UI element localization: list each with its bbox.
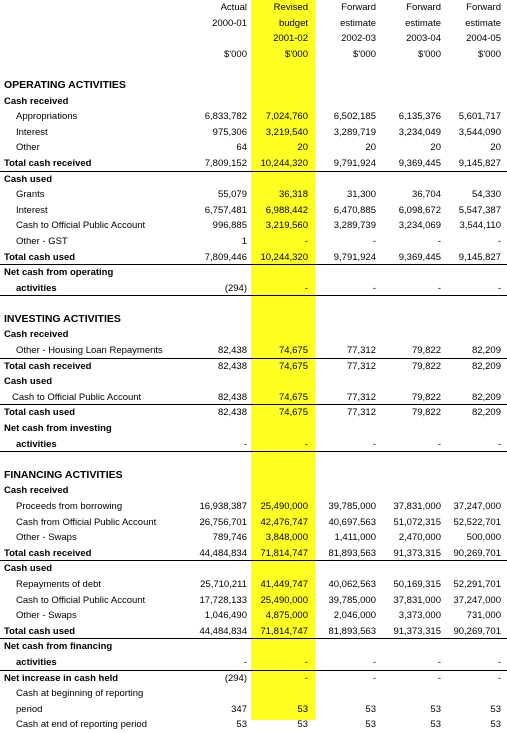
value-cell: 7,024,760 xyxy=(265,111,308,123)
value-cell: 7,809,152 xyxy=(204,157,247,169)
value-cell: - xyxy=(372,282,376,294)
value-cell: 54,330 xyxy=(471,189,501,201)
value-cell: - xyxy=(437,235,441,247)
table-row xyxy=(0,530,507,546)
row-label: Cash at end of reporting period xyxy=(16,719,147,731)
row-label: Appropriations xyxy=(16,111,78,123)
table-row xyxy=(0,624,507,640)
value-cell: 37,247,000 xyxy=(453,501,501,512)
value-cell: - xyxy=(304,672,308,684)
row-label: period xyxy=(16,703,43,715)
table-row xyxy=(0,265,507,281)
value-cell: 82,438 xyxy=(217,360,247,372)
value-cell: 36,318 xyxy=(278,189,308,201)
value-cell: 3,848,000 xyxy=(265,532,308,544)
value-cell: 5,601,717 xyxy=(458,111,501,123)
header-cell: budget xyxy=(278,17,308,29)
table-row xyxy=(0,78,507,94)
value-cell: - xyxy=(497,282,501,294)
value-cell: 53 xyxy=(490,703,501,715)
value-cell: 53 xyxy=(430,703,441,715)
value-cell: 64 xyxy=(236,142,247,154)
spacer-row xyxy=(0,296,507,312)
value-cell: 52,291,701 xyxy=(453,578,501,590)
table-row xyxy=(0,234,507,250)
value-cell: 2,470,000 xyxy=(398,532,441,544)
value-cell: 90,269,701 xyxy=(453,547,501,559)
value-cell: 41,449,747 xyxy=(260,578,308,590)
value-cell: 53 xyxy=(236,719,247,731)
value-cell: 6,470,885 xyxy=(333,204,376,216)
header-cell: estimate xyxy=(340,17,376,29)
table-row xyxy=(0,546,507,562)
spacer-row xyxy=(0,62,507,78)
row-label: FINANCING ACTIVITIES xyxy=(4,468,123,481)
row-label: Repayments of debt xyxy=(16,578,102,590)
row-label: activities xyxy=(16,282,57,294)
row-label: Total cash used xyxy=(4,407,76,419)
value-cell: 53 xyxy=(430,719,441,731)
value-cell: 6,757,481 xyxy=(204,204,247,216)
header-cell: 2001-02 xyxy=(273,33,308,45)
value-cell: 9,369,445 xyxy=(398,157,441,169)
row-label: Cash to Official Public Account xyxy=(16,594,146,606)
row-label: Net cash from operating xyxy=(4,267,114,279)
value-cell: - xyxy=(243,656,247,668)
units-cell: $'000 xyxy=(285,48,308,60)
header-row-2 xyxy=(0,16,507,32)
row-label: Total cash used xyxy=(4,625,76,637)
table-row xyxy=(0,109,507,125)
value-cell: 74,675 xyxy=(278,360,308,372)
table-row xyxy=(0,686,507,702)
value-cell: 975,306 xyxy=(212,126,247,138)
value-cell: 25,490,000 xyxy=(260,594,308,606)
value-cell: 31,300 xyxy=(346,189,376,201)
value-cell: - xyxy=(243,438,247,450)
table-row xyxy=(0,437,507,453)
table-row xyxy=(0,655,507,671)
table-row xyxy=(0,312,507,328)
value-cell: 81,893,563 xyxy=(328,547,376,559)
value-cell: 51,072,315 xyxy=(393,516,441,528)
header-cell: 2000-01 xyxy=(212,17,247,29)
value-cell: 6,502,185 xyxy=(333,111,376,123)
value-cell: 82,209 xyxy=(471,360,501,372)
value-cell: 82,209 xyxy=(471,391,501,403)
value-cell: 53 xyxy=(365,719,376,731)
value-cell: 82,438 xyxy=(217,391,247,403)
row-label: Net increase in cash held xyxy=(4,672,119,684)
value-cell: 77,312 xyxy=(346,391,376,403)
table-row xyxy=(0,405,507,421)
value-cell: 10,244,320 xyxy=(260,157,308,169)
row-label: Interest xyxy=(16,204,48,216)
header-cell: 2003-04 xyxy=(406,33,441,45)
value-cell: 3,544,110 xyxy=(459,220,501,232)
value-cell: 74,675 xyxy=(278,407,308,419)
value-cell: - xyxy=(497,438,501,450)
row-label: Cash to Official Public Account xyxy=(12,391,142,403)
row-label: Cash from Official Public Account xyxy=(16,516,157,528)
value-cell: - xyxy=(304,235,308,247)
value-cell: 50,169,315 xyxy=(393,578,441,590)
value-cell: 36,704 xyxy=(411,189,441,201)
table-row xyxy=(0,327,507,343)
units-cell: $'000 xyxy=(418,48,441,60)
row-label: Net cash from financing xyxy=(4,641,113,653)
value-cell: 53 xyxy=(297,703,308,715)
table-row xyxy=(0,608,507,624)
value-cell: 77,312 xyxy=(346,360,376,372)
row-label: Interest xyxy=(16,126,48,138)
value-cell: - xyxy=(372,438,376,450)
value-cell: 789,746 xyxy=(212,532,247,544)
row-label: Total cash received xyxy=(4,360,92,372)
row-label: Cash received xyxy=(4,95,69,107)
value-cell: - xyxy=(497,656,501,668)
value-cell: 3,234,069 xyxy=(398,220,441,232)
row-label: Other xyxy=(16,142,40,154)
value-cell: 20 xyxy=(365,142,376,154)
value-cell: 3,289,719 xyxy=(333,126,376,138)
value-cell: 1 xyxy=(241,235,247,247)
value-cell: 71,814,747 xyxy=(260,547,308,559)
row-label: Cash received xyxy=(4,485,69,497)
value-cell: 82,209 xyxy=(471,345,501,357)
table-row xyxy=(0,499,507,515)
table-row xyxy=(0,702,507,718)
value-cell: 53 xyxy=(490,719,501,731)
value-cell: 91,373,315 xyxy=(393,547,441,559)
value-cell: 500,000 xyxy=(466,532,501,544)
row-label: Total cash used xyxy=(4,251,76,263)
row-label: Cash received xyxy=(4,329,69,341)
value-cell: 79,822 xyxy=(411,391,441,403)
value-cell: - xyxy=(372,672,376,684)
value-cell: (294) xyxy=(224,672,247,684)
row-label: OPERATING ACTIVITIES xyxy=(4,78,126,91)
value-cell: 3,234,049 xyxy=(398,126,441,138)
table-row xyxy=(0,281,507,297)
value-cell: 9,145,827 xyxy=(458,157,501,169)
row-label: Other - Swaps xyxy=(16,610,77,622)
value-cell: - xyxy=(372,235,376,247)
value-cell: 82,438 xyxy=(217,407,247,419)
value-cell: 3,544,090 xyxy=(458,126,501,138)
table-row xyxy=(0,374,507,390)
value-cell: (294) xyxy=(224,282,247,294)
value-cell: - xyxy=(372,656,376,668)
header-cell: Forward xyxy=(466,2,501,13)
value-cell: 53 xyxy=(365,703,376,715)
value-cell: 91,373,315 xyxy=(393,625,441,637)
value-cell: 26,756,701 xyxy=(199,516,247,528)
header-cell: estimate xyxy=(465,17,501,29)
row-label: activities xyxy=(16,656,57,668)
value-cell: 3,289,739 xyxy=(333,220,376,232)
row-label: Grants xyxy=(16,189,45,201)
value-cell: 3,219,560 xyxy=(265,220,308,232)
value-cell: 25,710,211 xyxy=(200,578,247,590)
value-cell: 347 xyxy=(231,703,247,715)
header-cell: 2004-05 xyxy=(466,33,501,45)
value-cell: 82,209 xyxy=(471,407,501,419)
units-cell: $'000 xyxy=(353,48,376,60)
row-label: Other - Housing Loan Repayments xyxy=(16,345,163,357)
value-cell: 82,438 xyxy=(217,345,247,357)
table-row xyxy=(0,515,507,531)
table-row xyxy=(0,359,507,375)
value-cell: 25,490,000 xyxy=(260,501,308,512)
value-cell: 6,135,376 xyxy=(398,111,441,123)
row-label: Cash used xyxy=(4,376,53,388)
value-cell: 40,697,563 xyxy=(328,516,376,528)
value-cell: 2,046,000 xyxy=(333,610,376,622)
row-label: Net cash from investing xyxy=(4,423,112,435)
value-cell: 79,822 xyxy=(411,407,441,419)
value-cell: 3,219,540 xyxy=(265,126,308,138)
value-cell: 731,000 xyxy=(466,610,501,622)
table-row xyxy=(0,390,507,406)
value-cell: 20 xyxy=(297,142,308,154)
row-label: Other - GST xyxy=(16,235,68,247)
header-row-3 xyxy=(0,31,507,47)
value-cell: 9,145,827 xyxy=(458,251,501,263)
value-cell: - xyxy=(304,656,308,668)
value-cell: - xyxy=(304,438,308,450)
value-cell: - xyxy=(497,235,501,247)
spacer-row xyxy=(0,452,507,468)
table-row xyxy=(0,468,507,484)
value-cell: 16,938,387 xyxy=(199,501,247,512)
table-row xyxy=(0,639,507,655)
value-cell: 79,822 xyxy=(411,360,441,372)
value-cell: 44,484,834 xyxy=(199,547,247,559)
value-cell: 4,875,000 xyxy=(265,610,308,622)
value-cell: - xyxy=(304,282,308,294)
table-row xyxy=(0,172,507,188)
value-cell: 17,728,133 xyxy=(199,594,247,606)
table-row xyxy=(0,203,507,219)
value-cell: 1,411,000 xyxy=(334,532,376,544)
value-cell: 7,809,446 xyxy=(204,251,247,263)
table-row xyxy=(0,421,507,437)
row-label: Total cash received xyxy=(4,547,92,559)
value-cell: 9,791,924 xyxy=(333,157,376,169)
table-row xyxy=(0,577,507,593)
value-cell: 39,785,000 xyxy=(328,501,376,512)
value-cell: 1,046,490 xyxy=(204,610,247,622)
value-cell: - xyxy=(437,282,441,294)
value-cell: 6,098,672 xyxy=(398,204,441,216)
value-cell: 81,893,563 xyxy=(328,625,376,637)
row-label: Cash at beginning of reporting xyxy=(16,688,144,700)
row-label: Cash used xyxy=(4,563,53,575)
value-cell: 37,831,000 xyxy=(393,594,441,606)
header-units-row xyxy=(0,47,507,63)
value-cell: 90,269,701 xyxy=(453,625,501,637)
value-cell: 20 xyxy=(430,142,441,154)
value-cell: 77,312 xyxy=(346,407,376,419)
value-cell: 6,988,442 xyxy=(265,204,308,216)
table-row xyxy=(0,156,507,172)
value-cell: 9,791,924 xyxy=(333,251,376,263)
value-cell: 55,079 xyxy=(217,189,247,201)
header-row-1 xyxy=(0,0,507,16)
value-cell: 40,062,563 xyxy=(328,578,376,590)
table-row xyxy=(0,140,507,156)
table-row xyxy=(0,187,507,203)
value-cell: 37,247,000 xyxy=(453,594,501,606)
units-cell: $'000 xyxy=(478,48,501,60)
value-cell: 5,547,387 xyxy=(458,204,501,216)
row-label: Cash to Official Public Account xyxy=(16,220,146,232)
header-cell: Forward xyxy=(406,2,441,13)
table-row xyxy=(0,561,507,577)
header-cell: Actual xyxy=(220,2,247,13)
value-cell: 996,885 xyxy=(212,220,247,232)
value-cell: 79,822 xyxy=(411,345,441,357)
header-cell: 2002-03 xyxy=(341,33,376,45)
value-cell: - xyxy=(437,438,441,450)
value-cell: 6,833,782 xyxy=(204,111,247,123)
table-row xyxy=(0,343,507,359)
value-cell: 9,369,445 xyxy=(398,251,441,263)
value-cell: 71,814,747 xyxy=(260,625,308,637)
header-cell: Revised xyxy=(273,2,308,13)
value-cell: 74,675 xyxy=(278,345,308,357)
row-label: Other - Swaps xyxy=(16,532,77,544)
table-row xyxy=(0,671,507,687)
row-label: INVESTING ACTIVITIES xyxy=(4,312,121,325)
row-label: Total cash received xyxy=(4,157,92,169)
value-cell: 53 xyxy=(297,719,308,731)
value-cell: 39,785,000 xyxy=(328,594,376,606)
value-cell: 3,373,000 xyxy=(398,610,441,622)
value-cell: - xyxy=(437,656,441,668)
value-cell: - xyxy=(497,672,501,684)
table-row xyxy=(0,250,507,266)
value-cell: 42,476,747 xyxy=(260,516,308,528)
header-cell: Forward xyxy=(341,2,376,13)
units-cell: $'000 xyxy=(224,48,247,60)
table-row xyxy=(0,218,507,234)
table-row xyxy=(0,125,507,141)
table-row xyxy=(0,94,507,110)
table-row xyxy=(0,593,507,609)
value-cell: 20 xyxy=(490,142,501,154)
row-label: Cash used xyxy=(4,173,53,185)
header-cell: estimate xyxy=(405,17,441,29)
value-cell: 52,522,701 xyxy=(453,516,501,528)
table-body xyxy=(0,62,507,733)
value-cell: - xyxy=(437,672,441,684)
value-cell: 74,675 xyxy=(278,391,308,403)
table-row xyxy=(0,483,507,499)
value-cell: 10,244,320 xyxy=(260,251,308,263)
value-cell: 37,831,000 xyxy=(393,501,441,512)
value-cell: 77,312 xyxy=(346,345,376,357)
value-cell: 44,484,834 xyxy=(199,625,247,637)
row-label: activities xyxy=(16,438,57,450)
row-label: Proceeds from borrowing xyxy=(16,501,123,512)
